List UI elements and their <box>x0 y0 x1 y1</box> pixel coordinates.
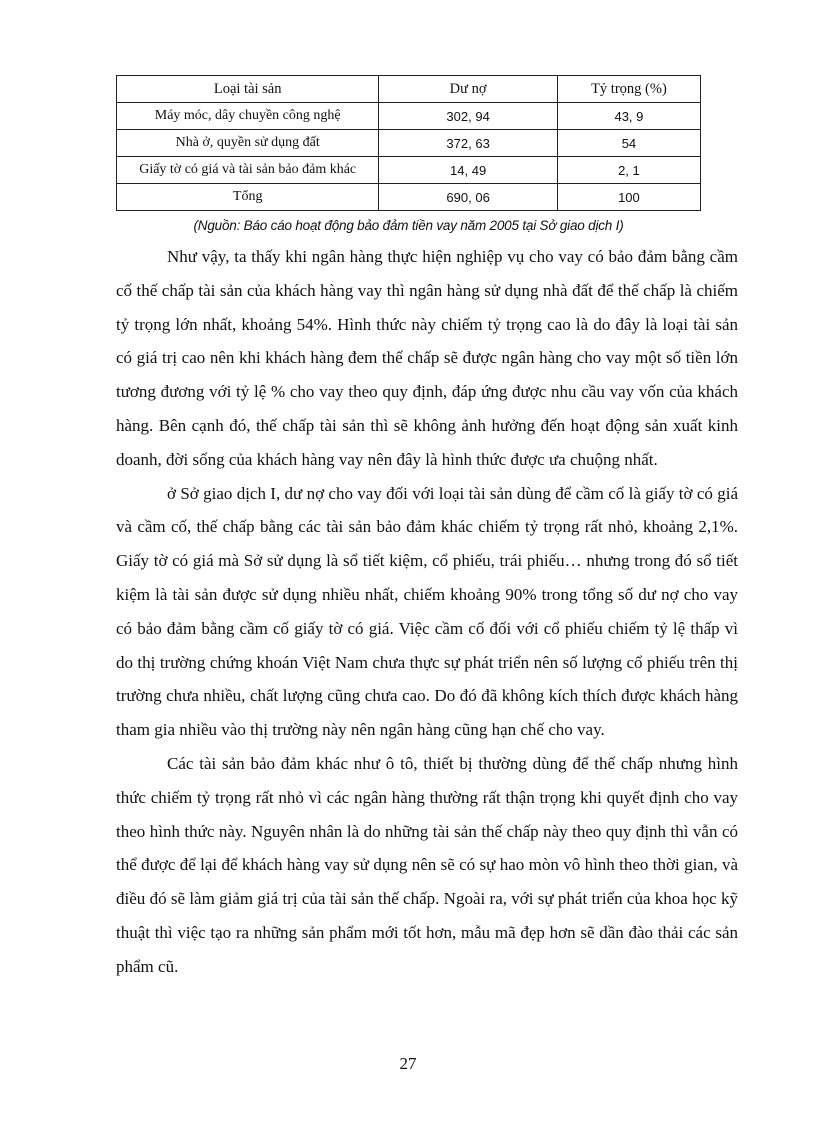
header-outstanding-loans: Dư nợ <box>379 76 558 103</box>
paragraph: ở Sở giao dịch I, dư nợ cho vay đối với loại tài sản dùng để cầm cố là giấy tờ có giá và cầm cố, thế chấp bằng các tài sản bảo đảm khác chiếm tỷ trọng rất nhỏ, khoảng 2,1%. Giấy tờ có giá mà Sở sử dụng là sổ tiết kiệm, cổ phiếu, trái phiếu… nhưng trong đó sổ tiết kiệm là tài sản được sử dụng nhiều nhất, chiếm khoảng 90% trong tổng số dư nợ cho vay có bảo đảm bằng cầm cố giấy tờ có giá. Việc cầm cố đối với cổ phiếu chiếm tỷ lệ thấp vì do thị trường chứng khoán Việt Nam chưa thực sự phát triển nên số lượng cổ phiếu trên thị trường chưa nhiều, chất lượng cũng chưa cao. Do đó đã không kích thích được khách hàng tham gia nhiều vào thị trường này nên ngân hàng cũng hạn chế cho vay. <box>116 483 738 740</box>
cell-proportion: 54 <box>557 130 700 157</box>
table-source-note: (Nguồn: Báo cáo hoạt động bảo đảm tiền vay năm 2005 tại Sở giao dịch I) <box>193 218 624 233</box>
asset-type-table <box>116 75 701 211</box>
page-number: 27 <box>399 1054 417 1073</box>
cell-total-proportion: 100 <box>557 184 700 211</box>
cell-outstanding: 372, 63 <box>379 130 558 157</box>
table-row <box>117 157 701 184</box>
table-row <box>117 130 701 157</box>
cell-outstanding: 14, 49 <box>379 157 558 184</box>
body-text <box>116 240 738 984</box>
cell-outstanding: 302, 94 <box>379 103 558 130</box>
cell-asset-type: Máy móc, dây chuyền công nghệ <box>117 103 379 130</box>
cell-asset-type: Giấy tờ có giá và tài sản bảo đảm khác <box>117 157 379 184</box>
header-asset-type: Loại tài sản <box>117 76 379 103</box>
header-proportion: Tỷ trọng (%) <box>557 76 700 103</box>
paragraph: Các tài sản bảo đảm khác như ô tô, thiết bị thường dùng để thế chấp nhưng hình thức chiếm tỷ trọng rất nhỏ vì các ngân hàng thường rất thận trọng khi quyết định cho vay theo hình thức này. Nguyên nhân là do những tài sản thế chấp này theo quy định thì vẫn có thể được để lại để khách hàng vay sử dụng nên sẽ có sự hao mòn vô hình theo thời gian, và điều đó sẽ làm giảm giá trị của tài sản thế chấp. Ngoài ra, với sự phát triển của khoa học kỹ thuật thì việc tạo ra những sản phẩm mới tốt hơn, mẫu mã đẹp hơn sẽ dần đào thải các sản phẩm cũ. <box>116 753 738 976</box>
cell-total-label: Tổng <box>117 184 379 211</box>
cell-proportion: 2, 1 <box>557 157 700 184</box>
cell-proportion: 43, 9 <box>557 103 700 130</box>
cell-asset-type: Nhà ở, quyền sử dụng đất <box>117 130 379 157</box>
paragraph: Như vậy, ta thấy khi ngân hàng thực hiện nghiệp vụ cho vay có bảo đảm bằng cầm cố thế chấp tài sản của khách hàng vay thì ngân hàng sử dụng nhà đất để thế chấp là chiếm tỷ trọng lớn nhất, khoảng 54%. Hình thức này chiếm tỷ trọng cao là do đây là loại tài sản có giá trị cao nên khi khách hàng đem thế chấp sẽ được ngân hàng cho vay một số tiền lớn tương đương với tỷ lệ % cho vay theo quy định, đáp ứng được nhu cầu vay vốn của khách hàng. Bên cạnh đó, thế chấp tài sản thì sẽ không ảnh hưởng đến hoạt động sản xuất kinh doanh, đời sống của khách hàng vay nên đây là hình thức được ưa chuộng nhất. <box>116 247 738 469</box>
table-total-row <box>117 184 701 211</box>
cell-total-outstanding: 690, 06 <box>379 184 558 211</box>
table-row <box>117 103 701 130</box>
table-header-row <box>117 76 701 103</box>
